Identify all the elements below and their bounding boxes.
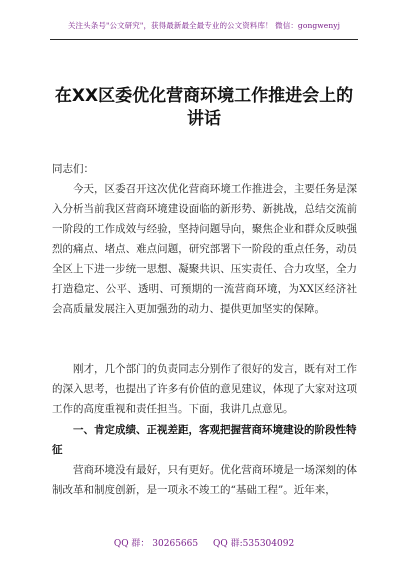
footer-contact [0,536,408,549]
title-line-1: 在XX区委优化营商环境工作推进会上的 [54,86,354,106]
section-heading-1: 一、肯定成绩、正视差距，客观把握营商环境建设的阶段性特征 [52,424,357,456]
header-note: 关注头条号"公文研究"，获得最新最全最专业的公文资料库！ 微信：gongwenyj [67,21,341,30]
greeting: 同志们： [52,163,94,175]
paragraph-section-1: 营商环境没有最好，只有更好。优化营商环境是一场深刻的体制改革和制度创新，是一项永不竣工的“基础工程”。近年来， [52,464,357,496]
paragraph-opening: 今天，区委召开这次优化营商环境工作推进会，主要任务是深入分析当前我区营商环境建设面临的新形势、新挑战，总结交流前一阶段的工作成效与经验，坚持问题导向，聚焦企业和群众反映强烈的痛点、堵点、难点问题，研究部署下一阶段的重点任务，动员全区上下进一步统一思想、凝聚共识、压实责任、合力攻坚，全力打造稳定、公平、透明、可预期的一流营商环境，为XX区经济社会高质量发展注入更加强劲的动力、提供更加坚实的保障。 [52,183,357,315]
footer-qq-group-1: QQ 群： 30265665 [113,539,199,549]
footer-qq-group-2: QQ 群:535304092 [212,539,295,549]
header-divider [50,39,358,40]
title-line-2: 讲话 [187,109,221,129]
paragraph-transition: 刚才，几个部门的负责同志分别作了很好的发言，既有对工作的深入思考，也提出了许多有价值的意见建议，体现了大家对这项工作的高度重视和责任担当。下面，我讲几点意见。 [52,363,357,415]
document-title [40,85,368,131]
